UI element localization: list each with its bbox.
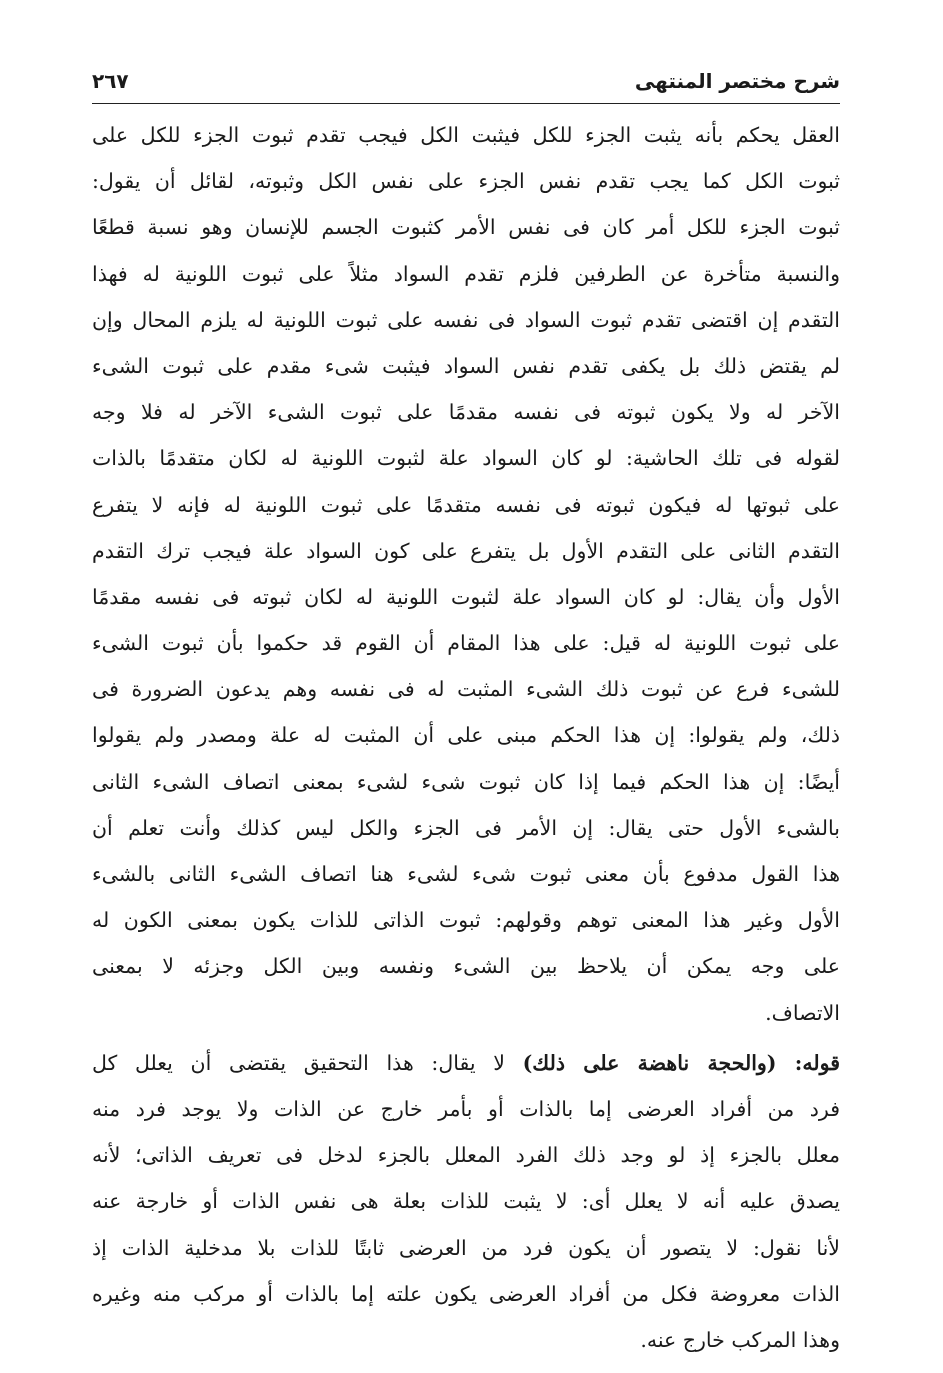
text-line: لقوله فى تلك الحاشية: لو كان السواد علة لثبوت اللونية له لكان متقدمًا بالذات [92, 446, 840, 471]
running-header [92, 66, 840, 100]
text-line-rest: لا يقال: هذا التحقيق يقتضى أن يعلل كل [92, 1050, 523, 1075]
text-line: والنسبة متأخرة عن الطرفين فلزم تقدم السواد مثلاً على ثبوت اللونية له فهذا [92, 261, 840, 286]
text-line: هذا القول مدفوع بأن معنى ثبوت شىء لشىء هنا اتصاف الشىء الثانى بالشىء [92, 862, 840, 886]
text-line: للشىء فرع عن ثبوت ذلك الشىء المثبت له فى نفسه وهم يدعون الضرورة فى [92, 677, 840, 702]
text-line: على ثبوت اللونية له قيل: على هذا المقام أن القوم قد حكموا بأن ثبوت الشىء [92, 631, 840, 656]
text-line: الأول وغير هذا المعنى توهم وقولهم: ثبوت الذاتى للذات يكون بمعنى الكون له [92, 908, 840, 933]
text-line: على ثبوتها له فيكون ثبوته فى نفسه متقدمًا على ثبوت اللونية له فإنه لا يتفرع [92, 492, 840, 517]
text-line: لم يقتض ذلك بل يكفى تقدم نفس السواد فيثبت شىء مقدم على ثبوت الشىء [92, 353, 840, 378]
header-page-number: ٢٦٧ [92, 69, 129, 93]
text-line: ثبوت الجزء للكل أمر كان فى نفس الأمر كثبوت الجسم للإنسان وهو نسبة قطعًا [92, 215, 840, 240]
text-line: ثبوت الكل كما يجب تقدم نفس الجزء على نفس الكل وثبوته، لقائل أن يقول: [92, 169, 840, 194]
text-line: التقدم الثانى على التقدم الأول بل يتفرع على كون السواد علة فيجب ترك التقدم [92, 538, 840, 563]
quoted-phrase: قوله: (والحجة ناهضة على ذلك) [522, 1050, 840, 1075]
paragraph-1 [92, 112, 840, 1036]
text-line: وهذا المركب خارج عنه. [640, 1327, 840, 1352]
text-line: الآخر له ولا يكون ثبوته فى نفسه مقدمًا على ثبوت الشىء الآخر له فلا وجه [92, 400, 840, 425]
text-line: لأنا نقول: لا يتصور أن يكون فرد من العرضى ثابتًا للذات بلا مدخلية الذات إذ [92, 1235, 840, 1260]
header-divider [92, 103, 840, 104]
text-line: معلل بالجزء إذ لو وجد ذلك الفرد المعلل بالجزء لدخل فى تعريف الذاتى؛ لأنه [92, 1143, 840, 1168]
text-line: الاتصاف. [765, 1000, 840, 1025]
text-line: على وجه يمكن أن يلاحظ بين الشىء ونفسه وبين الكل وجزئه لا بمعنى [92, 954, 840, 979]
main-text [92, 112, 840, 1363]
text-line: العقل يحكم بأنه يثبت الجزء للكل فيثبت الكل فيجب تقدم ثبوت الجزء للكل على [92, 123, 840, 147]
text-line: ذلك، ولم يقولوا: إن هذا الحكم مبنى على أن المثبت له علة ومصدر ولم يقولوا [92, 723, 840, 748]
paragraph-2 [92, 1040, 840, 1363]
text-line: يصدق عليه أنه لا يعلل أى: لا يثبت للذات بعلة هى نفس الذات أو خارجة عنه [92, 1189, 840, 1214]
text-line: الذات معروضة فكل من أفراد العرضى يكون علته إما بالذات أو مركب منه وغيره [92, 1281, 840, 1306]
text-line: بالشىء الأول حتى يقال: إن الأمر فى الجزء والكل ليس كذلك وأنت تعلم أن [92, 815, 840, 840]
text-line: الأول وأن يقال: لو كان السواد علة لثبوت اللونية له لكان ثبوته فى نفسه مقدمًا [92, 584, 840, 609]
text-line: التقدم إن اقتضى تقدم ثبوت السواد فى نفسه على ثبوت اللونية له يلزم المحال وإن [92, 307, 840, 332]
header-book-title: شرح مختصر المنتهى [634, 69, 840, 93]
text-line-with-quote [92, 1040, 840, 1086]
text-line: أيضًا: إن هذا الحكم فيما إذا كان ثبوت شىء لشىء بمعنى اتصاف الشىء الثانى [92, 769, 840, 794]
text-line: فرد من أفراد العرضى إما بالذات أو بأمر خارج عن الذات ولا يوجد فرد منه [92, 1096, 840, 1121]
